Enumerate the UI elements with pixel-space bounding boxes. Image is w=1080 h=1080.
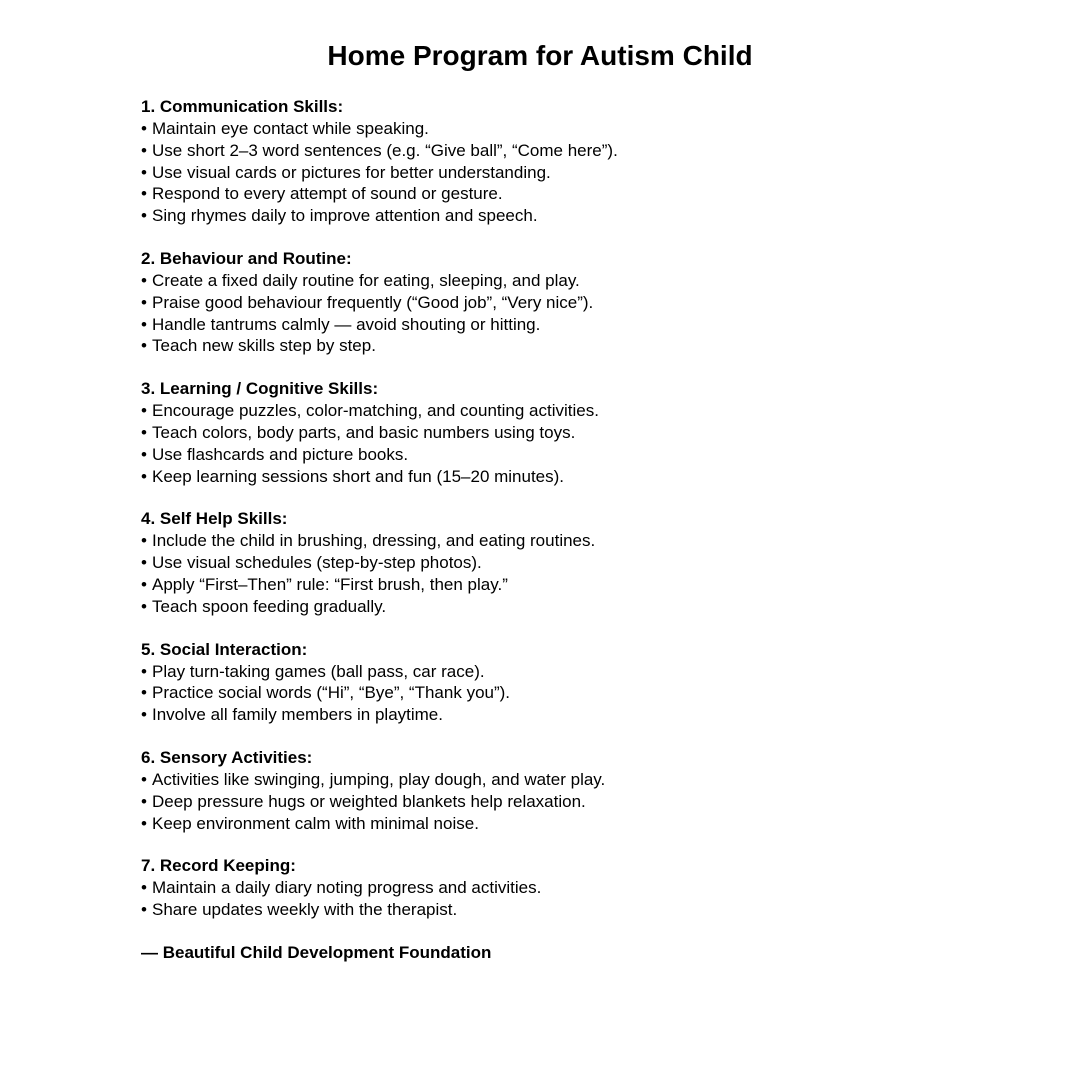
section-heading: 1. Communication Skills: <box>141 97 344 116</box>
bullet-icon: • <box>141 596 147 616</box>
list-item <box>141 813 1021 835</box>
list-item <box>141 596 1021 618</box>
bullet-icon: • <box>141 878 147 898</box>
list-item <box>141 899 1021 921</box>
section-learning-cognitive-skills <box>141 378 1021 487</box>
list-item <box>141 444 1021 466</box>
bullet-icon: • <box>141 444 147 464</box>
section-behaviour-and-routine <box>141 248 1021 357</box>
list-item <box>141 704 1021 726</box>
list-item-text: Involve all family members in playtime. <box>152 705 443 725</box>
bullet-icon: • <box>141 119 147 138</box>
section-heading: 5. Social Interaction: <box>141 639 308 659</box>
list-item <box>141 335 1021 357</box>
list-item-text: Keep environment calm with minimal noise. <box>152 813 479 833</box>
list-item <box>141 205 1021 227</box>
list-item-text: Praise good behaviour frequently (“Good job”, “Very nice”). <box>152 292 594 312</box>
section-heading: 2. Behaviour and Routine: <box>141 248 352 268</box>
list-item <box>141 162 1021 184</box>
list-item-text: Encourage puzzles, color-matching, and counting activities. <box>152 401 599 421</box>
bullet-icon: • <box>141 791 147 811</box>
list-item <box>141 400 1021 422</box>
list-item <box>141 292 1021 314</box>
bullet-icon: • <box>141 574 147 594</box>
section-heading: 7. Record Keeping: <box>141 856 296 876</box>
list-item <box>141 466 1021 488</box>
list-item <box>141 118 1021 140</box>
bullet-icon: • <box>141 531 147 551</box>
document-body <box>141 96 1021 964</box>
bullet-icon: • <box>141 292 147 312</box>
list-item-text: Activities like swinging, jumping, play dough, and water play. <box>152 769 606 789</box>
list-item-text: Create a fixed daily routine for eating, sleeping, and play. <box>152 270 580 290</box>
list-item-text: Teach new skills step by step. <box>152 336 376 356</box>
organization-signature: — Beautiful Child Development Foundation <box>141 942 492 962</box>
list-item-text: Play turn-taking games (ball pass, car race). <box>152 661 485 681</box>
list-item-text: Use short 2–3 word sentences (e.g. “Give ball”, “Come here”). <box>152 140 618 160</box>
list-item <box>141 140 1021 162</box>
list-item-text: Apply “First–Then” rule: “First brush, then play.” <box>152 574 508 594</box>
section-heading: 3. Learning / Cognitive Skills: <box>141 379 379 399</box>
list-item <box>141 422 1021 444</box>
list-item-text: Share updates weekly with the therapist. <box>152 900 458 920</box>
bullet-icon: • <box>141 270 147 290</box>
list-item-text: Use visual schedules (step-by-step photos). <box>152 553 482 573</box>
bullet-icon: • <box>141 336 147 356</box>
list-item <box>141 791 1021 813</box>
list-item <box>141 530 1021 552</box>
bullet-icon: • <box>141 769 147 789</box>
list-item-text: Sing rhymes daily to improve attention and speech. <box>152 206 538 226</box>
section-heading: 6. Sensory Activities: <box>141 747 313 767</box>
list-item-text: Use flashcards and picture books. <box>152 444 409 464</box>
bullet-icon: • <box>141 184 147 204</box>
list-item <box>141 574 1021 596</box>
bullet-icon: • <box>141 140 147 160</box>
list-item-text: Maintain eye contact while speaking. <box>152 119 429 138</box>
list-item <box>141 270 1021 292</box>
bullet-icon: • <box>141 206 147 226</box>
list-item-text: Teach spoon feeding gradually. <box>152 596 387 616</box>
list-item-text: Handle tantrums calmly — avoid shouting or hitting. <box>152 314 541 334</box>
list-item <box>141 183 1021 205</box>
list-item-text: Deep pressure hugs or weighted blankets help relaxation. <box>152 791 586 811</box>
list-item <box>141 682 1021 704</box>
bullet-icon: • <box>141 162 147 182</box>
bullet-icon: • <box>141 705 147 725</box>
section-self-help-skills <box>141 508 1021 617</box>
bullet-icon: • <box>141 466 147 486</box>
list-item <box>141 769 1021 791</box>
bullet-icon: • <box>141 553 147 573</box>
page-title: Home Program for Autism Child <box>327 40 753 71</box>
section-record-keeping <box>141 855 1021 921</box>
list-item-text: Keep learning sessions short and fun (15–20 minutes). <box>152 466 565 486</box>
section-sensory-activities <box>141 747 1021 834</box>
list-item-text: Include the child in brushing, dressing, and eating routines. <box>152 531 596 551</box>
list-item-text: Practice social words (“Hi”, “Bye”, “Thank you”). <box>152 683 511 703</box>
bullet-icon: • <box>141 900 147 920</box>
bullet-icon: • <box>141 314 147 334</box>
list-item-text: Use visual cards or pictures for better understanding. <box>152 162 551 182</box>
bullet-icon: • <box>141 661 147 681</box>
bullet-icon: • <box>141 401 147 421</box>
list-item-text: Maintain a daily diary noting progress and activities. <box>152 878 542 898</box>
bullet-icon: • <box>141 683 147 703</box>
list-item <box>141 552 1021 574</box>
list-item <box>141 877 1021 899</box>
list-item-text: Teach colors, body parts, and basic numbers using toys. <box>152 422 576 442</box>
bullet-icon: • <box>141 422 147 442</box>
list-item <box>141 661 1021 683</box>
list-item-text: Respond to every attempt of sound or gesture. <box>152 184 503 204</box>
list-item <box>141 314 1021 336</box>
section-communication-skills <box>141 96 1021 227</box>
section-social-interaction <box>141 639 1021 726</box>
bullet-icon: • <box>141 813 147 833</box>
section-heading: 4. Self Help Skills: <box>141 509 288 529</box>
